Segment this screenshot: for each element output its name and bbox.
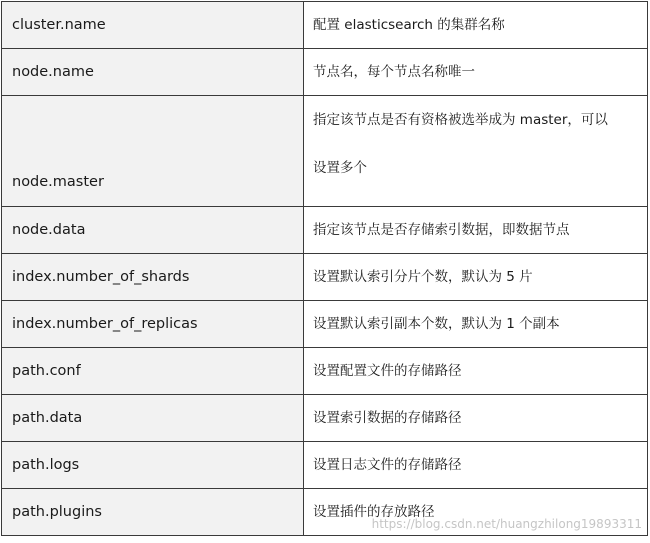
table-row <box>2 207 648 254</box>
table-row <box>2 96 648 207</box>
config-description: 节点名，每个节点名称唯一 <box>304 49 648 96</box>
table-row <box>2 49 648 96</box>
table-row <box>2 254 648 301</box>
table-row <box>2 348 648 395</box>
config-description: 设置日志文件的存储路径 <box>304 442 648 489</box>
config-key: node.data <box>2 207 304 254</box>
config-description: 设置配置文件的存储路径 <box>304 348 648 395</box>
table-row <box>2 442 648 489</box>
table-row <box>2 489 648 536</box>
table-row <box>2 2 648 49</box>
config-key: path.conf <box>2 348 304 395</box>
table-row <box>2 395 648 442</box>
config-description: 设置默认索引分片个数，默认为 5 片 <box>304 254 648 301</box>
config-key: path.data <box>2 395 304 442</box>
config-key: path.plugins <box>2 489 304 536</box>
config-description: 设置默认索引副本个数，默认为 1 个副本 <box>304 301 648 348</box>
config-description <box>304 96 648 207</box>
description-line: 指定该节点是否有资格被选举成为 master，可以 <box>313 112 608 128</box>
description-line: 设置多个 <box>313 160 367 176</box>
config-key: index.number_of_replicas <box>2 301 304 348</box>
config-key: node.master <box>2 96 304 207</box>
config-key: index.number_of_shards <box>2 254 304 301</box>
config-description: 设置插件的存放路径 <box>304 489 648 536</box>
config-description: 指定该节点是否存储索引数据，即数据节点 <box>304 207 648 254</box>
table-row <box>2 301 648 348</box>
config-key: path.logs <box>2 442 304 489</box>
watermark: https://blog.csdn.net/huangzhilong19893311 <box>371 517 642 531</box>
config-description: 设置索引数据的存储路径 <box>304 395 648 442</box>
config-key: node.name <box>2 49 304 96</box>
config-key: cluster.name <box>2 2 304 49</box>
config-description: 配置 elasticsearch 的集群名称 <box>304 2 648 49</box>
config-table <box>1 1 648 536</box>
